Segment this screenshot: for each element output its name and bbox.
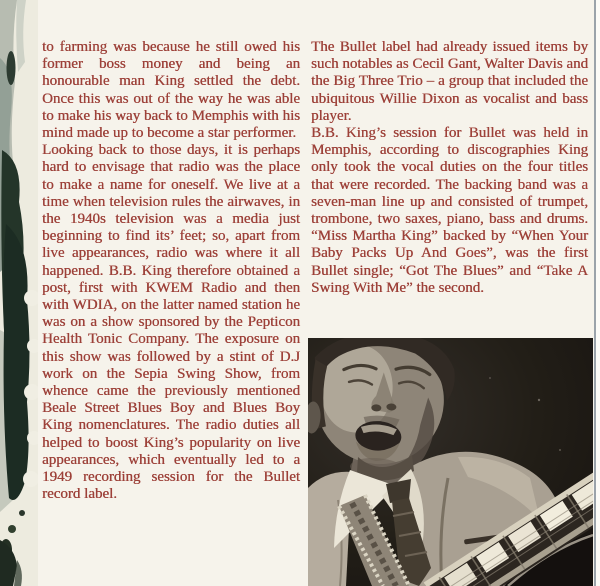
spine-texture-art [0,0,38,586]
paragraph-bullet-session: B.B. King’s session for Bullet was held in Memphis, according to discographies King only took the vocal duties on the four titles that were recorded. The backing band was a seven-man line up and consisted of trumpet, trombone, two saxes, piano, bass and drums. “Miss Martha King” backed by “When Your Baby Packs Up And Goes”, was the first Bullet single; “Got The Blues” and “Take A Swing With Me” the second. [311,125,588,296]
bb-king-photo-art [308,338,593,586]
bb-king-photo [308,338,593,586]
left-text-column [42,39,300,503]
right-text-column [311,39,588,297]
paragraph-farming-debt: to farming was because he still owed his former boss money and being an honourable man King settled the debt. Once this was out of the way he was able to make his way back to Memphis with his mind made up to become a star performer. [42,39,300,142]
spine-texture [0,0,38,586]
paragraph-bullet-label: The Bullet label had already issued items by such notables as Cecil Gant, Walter Davis and the Big Three Trio – a group that included the ubiquitous Willie Dixon as vocalist and bass player. [311,39,588,124]
page-edge-margin [596,0,600,586]
paragraph-radio-career: Looking back to those days, it is perhaps hard to envisage that radio was the place to make a name for oneself. We live at a time when television rules the airwaves, in the 1940s television was a media just beginning to find its’ feet; so, apart from live appearances, radio was where it all happened. B.B. King therefore obtained a post, first with KWEM Radio and then with WDIA, on the latter named station he was on a show sponsored by the Pepticon Health Tonic Company. The exposure on this show was followed by a stint of D.J work on the Sepia Swing Show, from whence came the previously mentioned Beale Street Blues Boy and Blues Boy King nomenclatures. The radio duties all helped to boost King’s popularity on live appearances, which eventually led to a 1949 recording session for the Bullet record label. [42,142,300,503]
